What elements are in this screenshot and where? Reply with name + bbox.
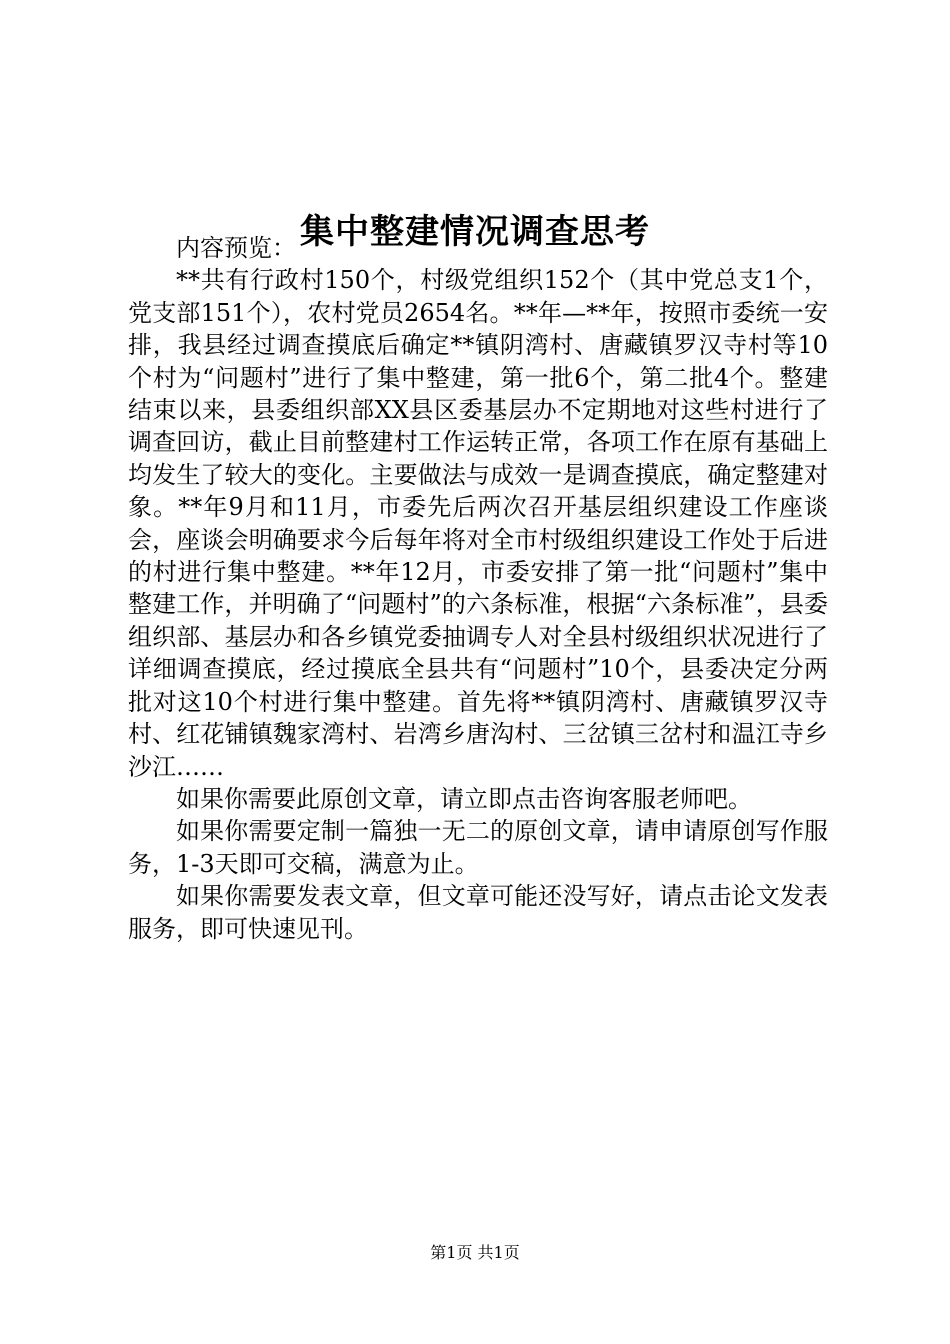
page-footer: 第1页 共1页 [430,1243,520,1262]
consult-paragraph: 如果你需要此原创文章，请立即点击咨询客服老师吧。 [176,784,752,813]
preview-paragraph: **共有行政村150个，村级党组织152个（其中党总支1个，党支部151个），农村党员2654名。**年—**年，按照市委统一安排，我县经过调查摸底后确定**镇阴湾村、唐藏镇罗汉寺村等10个村为“问题村”进行了集中整建，第一批6个，第二批4个。整建结束以来，县委组织部XX县区委基层办不定期地对这些村进行了调查回访，截止目前整建村工作运转正常，各项工作在原有基础上均发生了较大的变化。主要做法与成效一是调查摸底，确定整建对象。**年9月和11月，市委先后两次召开基层组织建设工作座谈会，座谈会明确要求今后每年将对全市村级组织建设工作处于后进的村进行集中整建。**年12月，市委安排了第一批“问题村”集中整建工作，并明确了“问题村”的六条标准，根据“六条标准”，县委组织部、基层办和各乡镇党委抽调专人对全县村级组织状况进行了详细调查摸底，经过摸底全县共有“问题村”10个，县委决定分两批对这10个村进行集中整建。首先将**镇阴湾村、唐藏镇罗汉寺村、红花铺镇魏家湾村、岩湾乡唐沟村、三岔镇三岔村和温江寺乡沙江…… [128,266,828,781]
preview-label: 内容预览： [176,234,296,262]
publish-paragraph: 如果你需要发表文章，但文章可能还没写好，请点击论文发表服务，即可快速见刊。 [128,882,828,943]
document-title: 集中整建情况调查思考 [300,211,650,252]
document-body [128,232,828,945]
custom-writing-paragraph: 如果你需要定制一篇独一无二的原创文章，请申请原创写作服务，1-3天即可交稿，满意为止。 [128,817,828,878]
